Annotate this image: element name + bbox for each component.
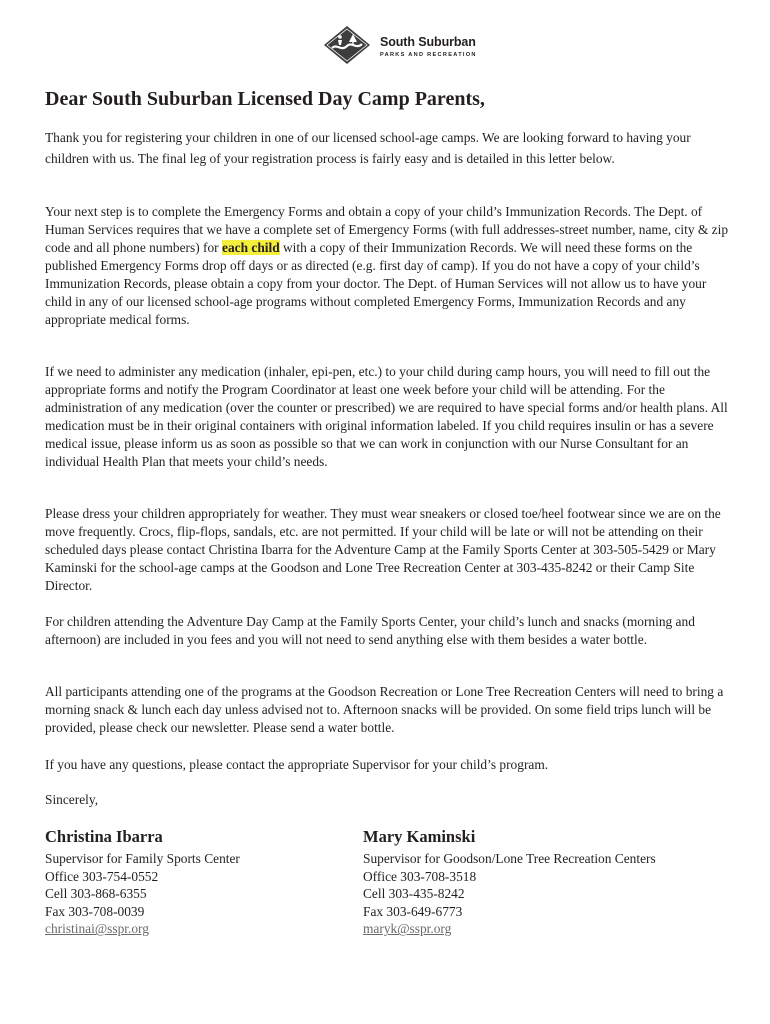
signature-office-phone: Office 303-754-0552 [45,868,159,884]
paragraph-text: Your next step is to complete the Emergency Forms and obtain a copy of your child’s Immunization Records. The Dept. of Human Services requires that we have a complete set of Emergency Forms (with full addresses-street number, name, city & zip code and all phone numbers) for [45,204,729,255]
paragraph-emergency-forms [45,203,735,329]
paragraph-intro: Thank you for registering your children in one of our licensed school-age camps. We are looking forward to having your children with us. The final leg of your registration process is fairly easy and is detailed in this letter below. [45,130,691,166]
signature-title: Supervisor for Family Sports Center [45,851,240,866]
signature-name: Christina Ibarra [45,827,163,846]
signature-cell-phone: Cell 303-868-6355 [45,886,147,902]
signature-fax: Fax 303-649-6773 [363,903,463,919]
signature-block-kaminski [363,826,656,938]
signature-fax: Fax 303-708-0039 [45,903,145,919]
signature-title: Supervisor for Goodson/Lone Tree Recreation Centers [363,851,656,866]
logo-name: South Suburban [380,35,476,49]
paragraph-adventure-camp-lunch: For children attending the Adventure Day Camp at the Family Sports Center, your child’s lunch and snacks (morning and afternoon) are included in you fees and you will not need to send anything else with them besides a water bottle. [45,614,695,647]
signature-email-link[interactable]: maryk@sspr.org [363,921,452,937]
paragraph-dress-code: Please dress your children appropriately for weather. They must wear sneakers or closed toe/heel footwear since we are on the move frequently. Crocs, flip-flops, sandals, etc. are not permitted. If your child will be late or will not be attending on their scheduled days please contact Christina Ibarra for the Adventure Camp at the Family Sports Center at 303-505-5429 or Mary Kaminski for the school-age camps at the Goodson and Lone Tree Recreation Center at 303-435-8242 or their Camp Site Director. [45,506,721,593]
signature-email-link[interactable]: christinai@sspr.org [45,921,149,937]
highlighted-text: each child [222,240,280,255]
paragraph-goodson-lone-tree: All participants attending one of the programs at the Goodson Recreation or Lone Tree Recreation Centers will need to bring a morning snack & lunch each day unless advised not to. Afternoon snacks will be provided. On some field trips lunch will be provided, please check our newsletter. Please send a water bottle. [45,684,724,735]
logo-tagline: PARKS AND RECREATION [380,52,477,58]
south-suburban-diamond-logo-icon [323,25,371,65]
signature-name: Mary Kaminski [363,827,476,846]
south-suburban-logo [323,25,483,65]
closing-sincerely: Sincerely, [45,792,99,807]
signature-block-ibarra [45,826,240,938]
paragraph-medication: If we need to administer any medication (inhaler, epi-pen, etc.) to your child during camp hours, you will need to fill out the appropriate forms and notify the Program Coordinator at least one week before your child will be attending. For the administration of any medication (over the counter or prescribed) we are required to have special forms and/or health plans. All medication must be in their original containers with original information labeled. If you child requires insulin or has a severe medical issue, please inform us as soon as possible so that we can work in conjunction with our Nurse Consultant for an individual Health Plan that meets your child’s needs. [45,364,728,469]
signature-cell-phone: Cell 303-435-8242 [363,886,465,902]
letter-greeting: Dear South Suburban Licensed Day Camp Parents, [45,88,485,110]
paragraph-questions: If you have any questions, please contact the appropriate Supervisor for your child’s program. [45,757,549,772]
paragraph-text: with a copy of their Immunization Records. We will need these forms on the published Emergency Forms drop off days or as directed (e.g. first day of camp). If you do not have a copy of your child’s Immunization Records, please obtain a copy from your doctor. The Dept. of Human Services will not allow us to have your child in any of our licensed school-age programs without completed Emergency Forms, Immunization Records and any appropriate medical forms. [45,240,707,327]
signature-office-phone: Office 303-708-3518 [363,868,477,884]
